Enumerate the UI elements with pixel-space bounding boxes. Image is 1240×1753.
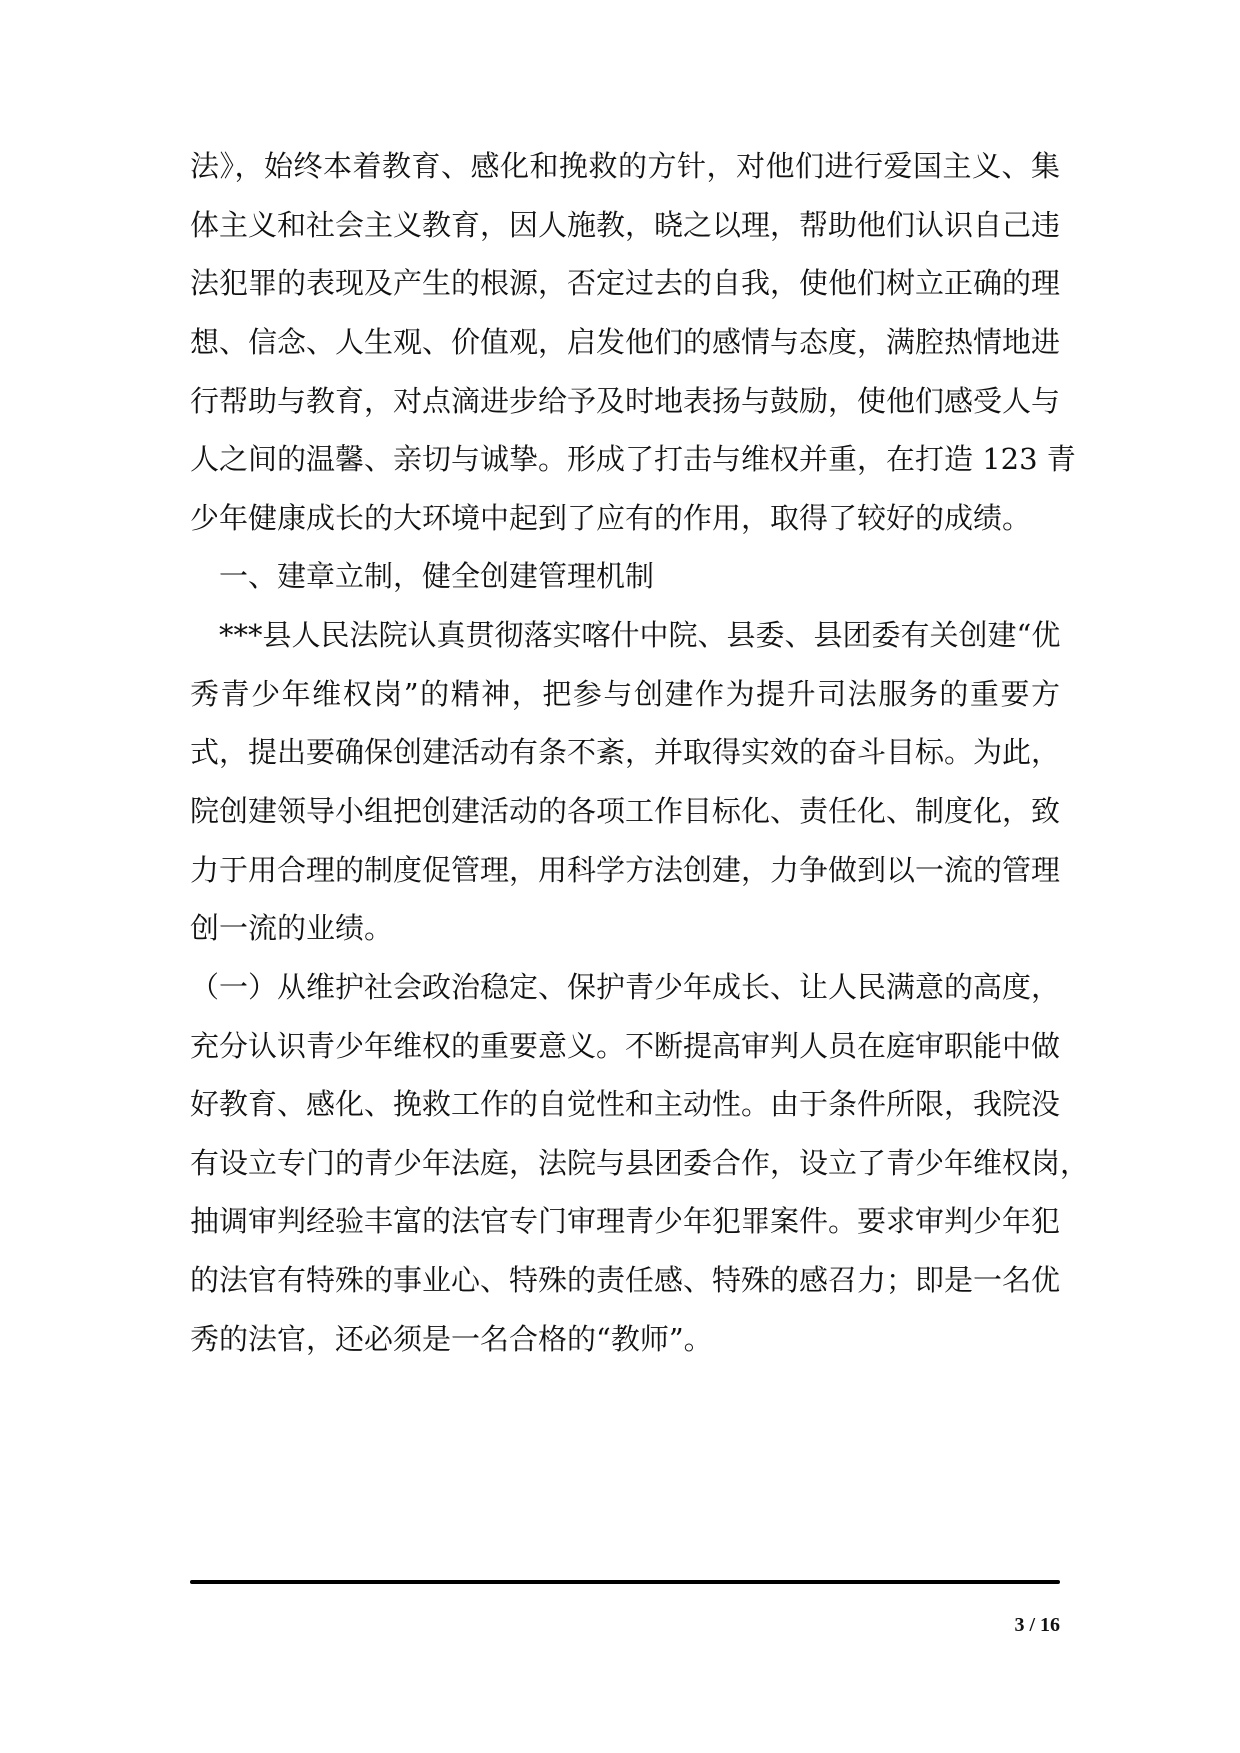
- page-number: 3 / 16: [1014, 1614, 1060, 1636]
- section-heading: 一、建章立制，健全创建管理机制: [190, 559, 655, 593]
- body-line-19: 抽调审判经验丰富的法官专门审理青少年犯罪案件。要求审判少年犯: [190, 1204, 1061, 1238]
- body-line-6: 人之间的温馨、亲切与诚挚。形成了打击与维权并重，在打造 123 青: [190, 442, 1076, 476]
- subsection-line-1: （一）从维护社会政治稳定、保护青少年成长、让人民满意的高度，: [190, 970, 1061, 1004]
- body-line-20: 的法官有特殊的事业心、特殊的责任感、特殊的感召力；即是一名优: [190, 1263, 1061, 1297]
- body-line-3: 法犯罪的表现及产生的根源，否定过去的自我，使他们树立正确的理: [190, 266, 1061, 300]
- body-line-4: 想、信念、人生观、价值观，启发他们的感情与态度，满腔热情地进: [190, 325, 1061, 359]
- body-line-12: 院创建领导小组把创建活动的各项工作目标化、责任化、制度化，致: [190, 794, 1061, 828]
- body-line-10: 秀青少年维权岗”的精神，把参与创建作为提升司法服务的重要方: [190, 677, 1060, 711]
- body-line-5: 行帮助与教育，对点滴进步给予及时地表扬与鼓励，使他们感受人与: [190, 384, 1061, 418]
- footer-divider: [190, 1580, 1060, 1584]
- body-line-11: 式，提出要确保创建活动有条不紊，并取得实效的奋斗目标。为此，: [190, 735, 1061, 769]
- body-line-1: 法》，始终本着教育、感化和挽救的方针，对他们进行爱国主义、集: [190, 149, 1060, 183]
- body-line-9: ***县人民法院认真贯彻落实喀什中院、县委、县团委有关创建“优: [190, 618, 1061, 652]
- body-line-2: 体主义和社会主义教育，因人施教，晓之以理，帮助他们认识自己违: [190, 208, 1061, 242]
- body-line-18: 有设立专门的青少年法庭，法院与县团委合作，设立了青少年维权岗，: [190, 1146, 1090, 1180]
- body-line-13: 力于用合理的制度促管理，用科学方法创建，力争做到以一流的管理: [190, 853, 1061, 887]
- body-line-17: 好教育、感化、挽救工作的自觉性和主动性。由于条件所限，我院没: [190, 1087, 1061, 1121]
- body-line-14: 创一流的业绩。: [190, 911, 394, 945]
- body-line-21: 秀的法官，还必须是一名合格的“教师”。: [190, 1322, 713, 1356]
- body-line-16: 充分认识青少年维权的重要意义。不断提高审判人员在庭审职能中做: [190, 1029, 1061, 1063]
- body-line-7: 少年健康成长的大环境中起到了应有的作用，取得了较好的成绩。: [190, 501, 1032, 535]
